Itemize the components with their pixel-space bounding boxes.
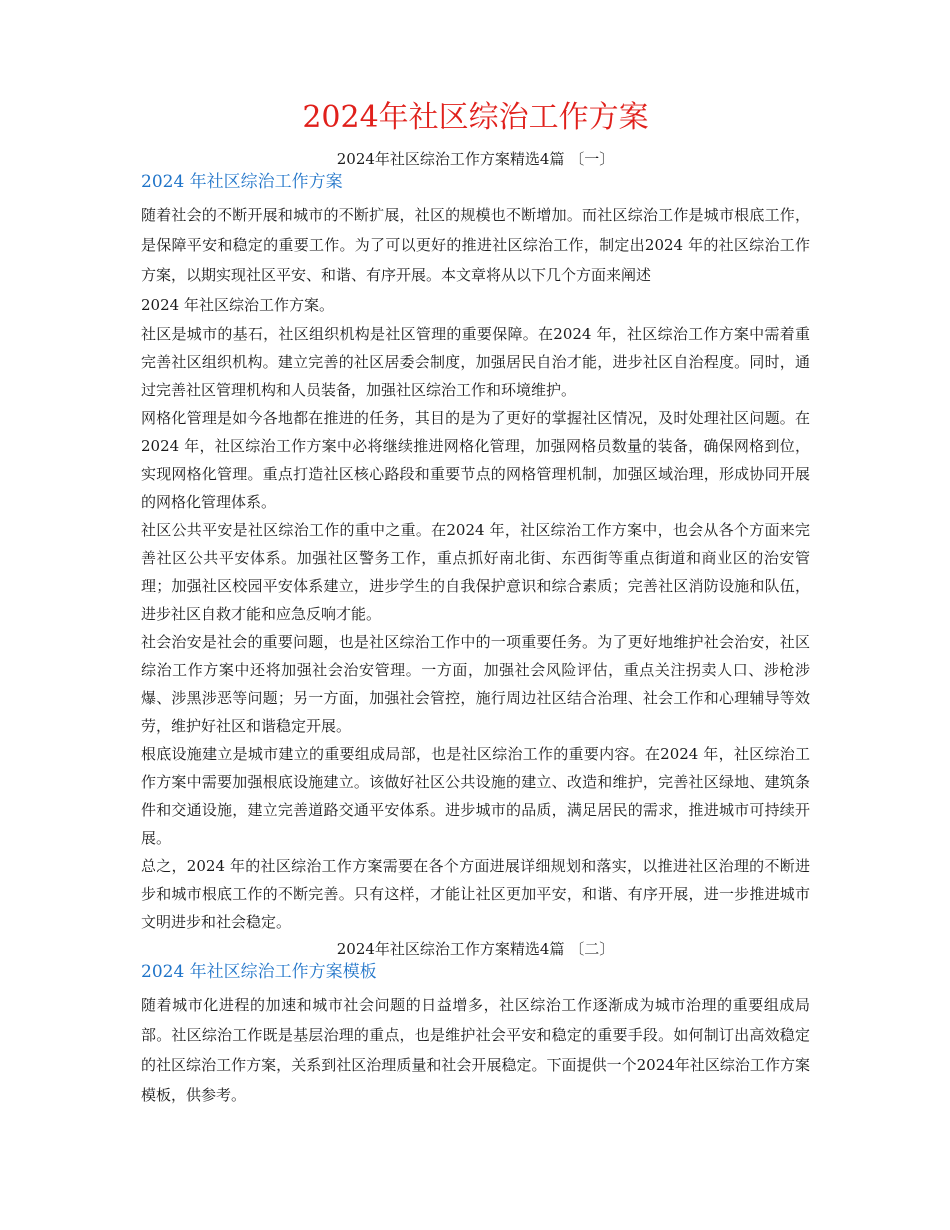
section-two xyxy=(141,938,810,1110)
paragraph: 总之，2024 年的社区综治工作方案需要在各个方面进展详细规划和落实，以推进社区治理的不断进步和城市根底工作的不断完善。只有这样，才能让社区更加平安，和谐、有序开展，进一步推进城市文明进步和社会稳定。 xyxy=(141,857,810,931)
paragraph: 根底设施建立是城市建立的重要组成局部，也是社区综治工作的重要内容。在2024 年，社区综治工作方案中需要加强根底设施建立。该做好社区公共设施的建立、改造和维护，完善社区绿地、建筑条件和交通设施，建立完善道路交通平安体系。进步城市的品质，满足居民的需求，推进城市可持续开展。 xyxy=(141,745,810,847)
paragraph: 网格化管理是如今各地都在推进的任务，其目的是为了更好的掌握社区情况，及时处理社区问题。在2024 年，社区综治工作方案中必将继续推进网格化管理，加强网格员数量的装备，确保网格到位，实现网格化管理。重点打造社区核心路段和重要节点的网格管理机制，加强区域治理，形成协同开展的网格化管理体系。 xyxy=(141,409,810,511)
document-title: 2024年社区综治工作方案 xyxy=(302,100,649,135)
paragraph: 社区公共平安是社区综治工作的重中之重。在2024 年，社区综治工作方案中，也会从各个方面来完善社区公共平安体系。加强社区警务工作，重点抓好南北街、东西街等重点街道和商业区的治安管理；加强社区校园平安体系建立，进步学生的自我保护意识和综合素质；完善社区消防设施和队伍，进步社区自救才能和应急反响才能。 xyxy=(141,521,810,623)
section-header: 2024年社区综治工作方案精选4篇 〔二〕 xyxy=(336,940,615,958)
section-one xyxy=(141,148,810,936)
paragraph: 2024 年社区综治工作方案。 xyxy=(141,296,334,314)
paragraph: 随着城市化进程的加速和城市社会问题的日益增多，社区综治工作逐渐成为城市治理的重要组成局部。社区综治工作既是基层治理的重点，也是维护社会平安和稳定的重要手段。如何制订出高效稳定的社区综治工作方案，关系到社区治理质量和社会开展稳定。下面提供一个2024年社区综治工作方案模板，供参考。 xyxy=(141,996,810,1104)
section-subheading: 2024 年社区综治工作方案模板 xyxy=(141,962,377,982)
paragraph: 社区是城市的基石，社区组织机构是社区管理的重要保障。在2024 年，社区综治工作方案中需着重完善社区组织机构。建立完善的社区居委会制度，加强居民自治才能，进步社区自治程度。同时，通过完善社区管理机构和人员装备，加强社区综治工作和环境维护。 xyxy=(141,325,810,399)
paragraph: 随着社会的不断开展和城市的不断扩展，社区的规模也不断增加。而社区综治工作是城市根底工作，是保障平安和稳定的重要工作。为了可以更好的推进社区综治工作，制定出2024 年的社区综治工作方案，以期实现社区平安、和谐、有序开展。本文章将从以下几个方面来阐述 xyxy=(141,206,810,284)
section-header: 2024年社区综治工作方案精选4篇 〔一〕 xyxy=(336,150,615,168)
section-subheading: 2024 年社区综治工作方案 xyxy=(141,172,343,192)
paragraph: 社会治安是社会的重要问题，也是社区综治工作中的一项重要任务。为了更好地维护社会治安，社区综治工作方案中还将加强社会治安管理。一方面，加强社会风险评估，重点关注拐卖人口、涉枪涉爆、涉黑涉恶等问题；另一方面，加强社会管控，施行周边社区结合治理、社会工作和心理辅导等效劳，维护好社区和谐稳定开展。 xyxy=(141,633,810,735)
